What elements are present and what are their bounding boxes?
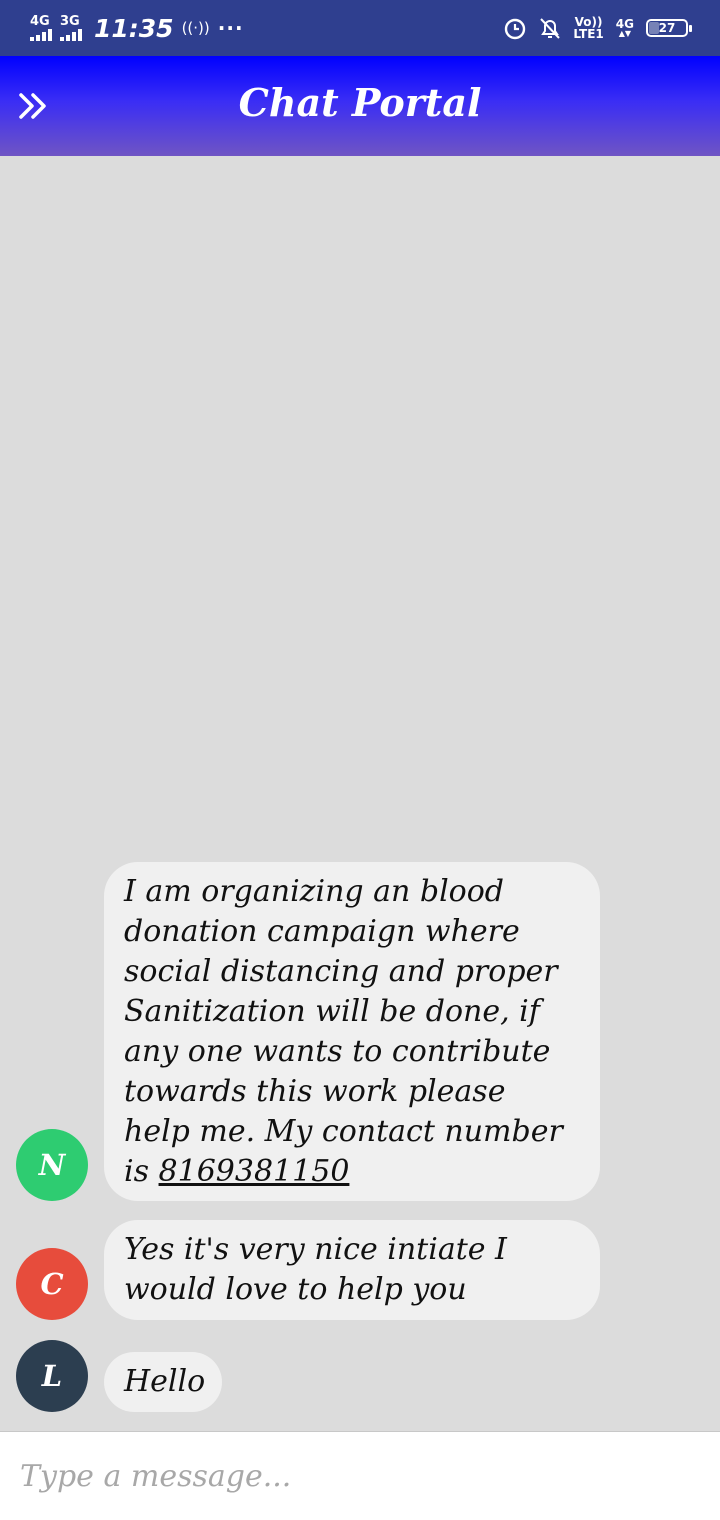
data-4g-indicator xyxy=(616,18,634,38)
network-label: 3G xyxy=(60,14,80,29)
battery-level: 27 xyxy=(658,21,676,35)
data-network-label: 4G xyxy=(615,17,634,31)
status-time: 11:35 xyxy=(94,13,174,43)
message-bubble xyxy=(104,1220,600,1320)
chat-area[interactable] xyxy=(0,156,720,1431)
avatar-initial: N xyxy=(38,1148,66,1182)
volte-label: Vo)) xyxy=(574,15,603,29)
network-label: 4G xyxy=(30,14,50,29)
avatar-initial: C xyxy=(40,1267,64,1301)
app-header xyxy=(0,56,720,156)
hotspot-icon: ((·)) xyxy=(181,19,210,37)
volte-indicator xyxy=(573,16,603,40)
signal-3g xyxy=(60,15,82,41)
message-bubble xyxy=(104,1352,222,1412)
message-text: Hello xyxy=(124,1364,206,1399)
more-notifications-icon: ··· xyxy=(217,16,244,40)
signal-4g xyxy=(30,15,52,41)
battery-icon xyxy=(646,19,688,37)
message-text: Yes it's very nice intiate I would love to help you xyxy=(124,1232,507,1307)
notifications-off-icon xyxy=(539,16,561,40)
phone-link[interactable]: 8169381150 xyxy=(158,1154,350,1189)
message-input[interactable] xyxy=(18,1450,702,1502)
signal-bars-icon xyxy=(30,29,52,41)
status-bar xyxy=(0,0,720,56)
data-arrows-icon: ▲▼ xyxy=(618,29,632,38)
avatar[interactable] xyxy=(16,1248,88,1320)
page-title: Chat Portal xyxy=(238,80,482,125)
avatar[interactable] xyxy=(16,1340,88,1412)
message-bubble xyxy=(104,862,600,1201)
status-bar-left xyxy=(30,10,244,46)
alarm-icon xyxy=(503,16,527,40)
message-composer xyxy=(0,1431,720,1520)
signal-bars-icon xyxy=(60,29,82,41)
lte-label: LTE1 xyxy=(573,27,604,41)
message-text: I am organizing an blood donation campaign where social distancing and proper Sanitization will be done, if any one wants to contribute towards this work please help me. My contact number is xyxy=(124,874,563,1189)
status-bar-right xyxy=(503,10,688,46)
avatar-initial: L xyxy=(41,1359,63,1393)
avatar[interactable] xyxy=(16,1129,88,1201)
